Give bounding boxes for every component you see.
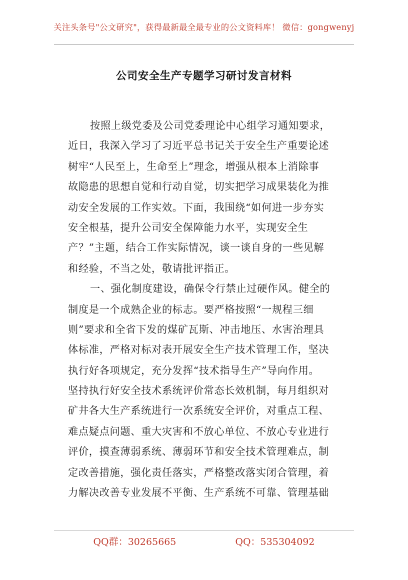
body-line: 产？”主题，结合工作实际情况，谈一谈自身的一些见解 bbox=[68, 243, 325, 255]
body-line: 定改善措施，强化责任落实，严格整改落实闭合管理，着 bbox=[68, 467, 330, 479]
document-title: 公司安全生产专题学习研讨发言材料 bbox=[116, 70, 292, 82]
body-line: 矿井各大生产系统进行一次系统安全评价，对重点工程、 bbox=[68, 406, 330, 418]
body-line: 一、强化制度建设，确保令行禁止过硬作风。健全的 bbox=[90, 284, 331, 296]
footer-qq-group: QQ群：30265665 bbox=[93, 537, 177, 548]
body-line: 力解决改善专业发展不平衡、生产系统不可靠、管理基础 bbox=[68, 488, 330, 500]
footer-divider bbox=[54, 530, 354, 531]
body-line: 动安全发展的工作实效。下面，我围绕“如何进一步夯实 bbox=[68, 202, 325, 214]
footer-banner bbox=[0, 534, 408, 548]
body-line: 近日，我深入学习了习近平总书记关于安全生产重要论述 bbox=[68, 141, 330, 153]
header-divider bbox=[54, 44, 354, 45]
body-line: 安全根基，提升公司安全保障能力水平，实现安全生 bbox=[68, 222, 309, 234]
body-line: 则”要求和全省下发的煤矿瓦斯、冲击地压、水害治理具 bbox=[68, 324, 325, 336]
body-line: 坚持执行好安全技术系统评价常态长效机制，每月组织对 bbox=[68, 386, 330, 398]
body-line: 体标准，严格对标对表开展安全生产技术管理工作，坚决 bbox=[68, 345, 330, 357]
body-line: 执行好各项规定，充分发挥“技术指导生产”导向作用。 bbox=[68, 365, 320, 377]
document-body bbox=[68, 117, 351, 504]
body-line: 树牢“人民至上，生命至上”理念，增强从根本上消除事 bbox=[68, 161, 320, 173]
footer-qq-contact: QQ：535304092 bbox=[235, 537, 315, 548]
body-line: 按照上级党委及公司党委理论中心组学习通知要求， bbox=[90, 121, 331, 132]
body-line: 难点疑点问题、重大灾害和不放心单位、不放心专业进行 bbox=[68, 426, 330, 438]
header-banner: 关注头条号"公文研究"，获得最新最全最专业的公文资料库！ 微信：gongwenyj bbox=[53, 22, 355, 32]
body-line: 故隐患的思想自觉和行动自觉，切实把学习成果装化为推 bbox=[68, 182, 330, 194]
body-line: 评价，摸查薄弱系统、薄弱环节和安全技术管理难点，制 bbox=[68, 447, 330, 459]
body-line: 和经验，不当之处，敬请批评指正。 bbox=[68, 263, 236, 275]
body-line: 制度是一个成熟企业的标志。要严格按照“一规程三细 bbox=[68, 304, 314, 316]
